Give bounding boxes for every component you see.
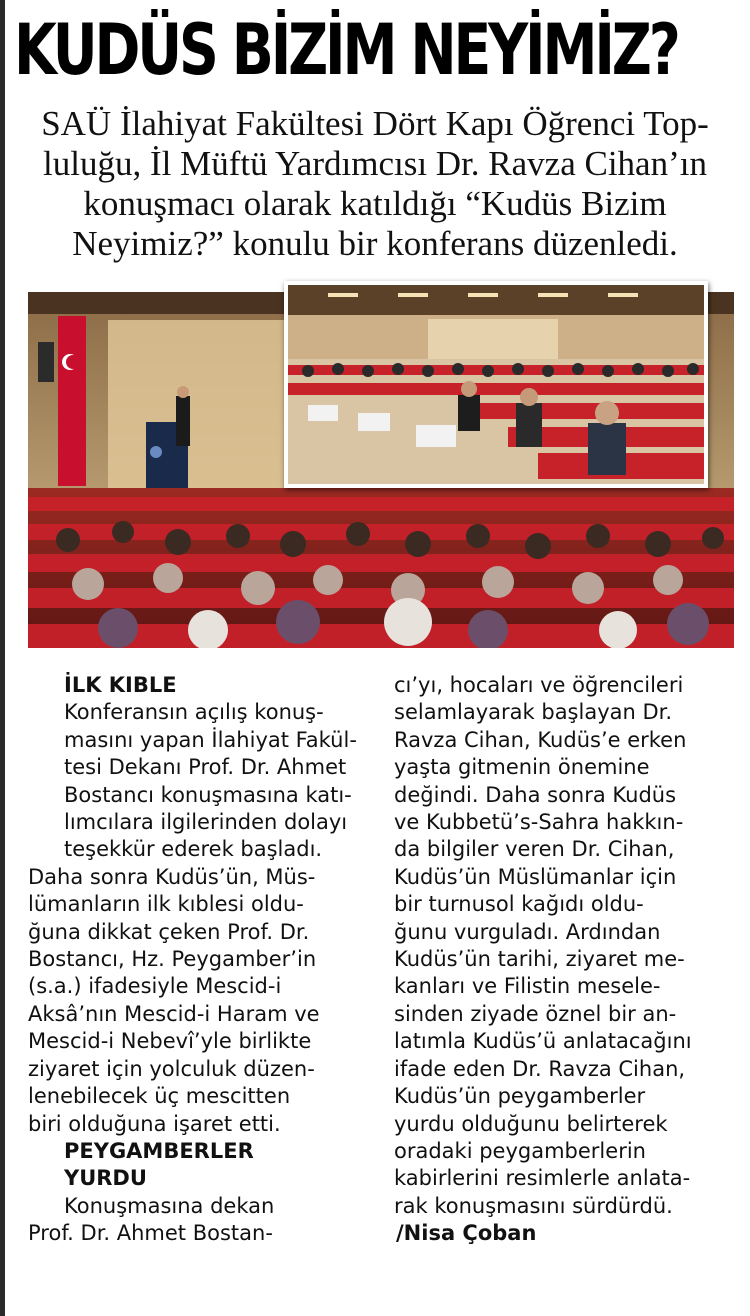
body-line: Konferansın açılış konuş- xyxy=(64,700,324,725)
body-line: Ravza Cihan, Kudüs’e erken xyxy=(394,727,687,752)
body-line: sinden ziyade öznel bir an- xyxy=(394,1001,677,1026)
inset-photo xyxy=(284,281,708,488)
body-line: bir turnusol kağıdı oldu- xyxy=(394,892,644,917)
deck-line: konuşmacı olarak katıldığı “Kudüs Bizim xyxy=(83,184,667,223)
body-column-left xyxy=(28,672,380,1248)
byline: /Nisa Çoban xyxy=(396,1221,537,1246)
body-line: oradaki peygamberlerin xyxy=(394,1138,646,1163)
body-line: lımcılara ilgilerinden dolayı xyxy=(64,810,348,835)
body-line: ğuna dikkat çeken Prof. Dr. xyxy=(28,919,310,944)
body-line: Konuşmasına dekan xyxy=(64,1193,275,1218)
deck-line: luluğu, İl Müftü Yardımcısı Dr. Ravza Cihan’ın xyxy=(43,144,707,183)
body-line: Bostancı, Hz. Peygamber’in xyxy=(28,947,317,972)
body-line: kabirlerini resimlerle anlata- xyxy=(394,1166,691,1191)
body-line: ifade eden Dr. Ravza Cihan, xyxy=(394,1056,686,1081)
body-line: ve Kubbetü’s-Sahra hakkın- xyxy=(394,810,684,835)
body-line: selamlayarak başlayan Dr. xyxy=(394,700,673,725)
body-line: kanları ve Filistin mesele- xyxy=(394,974,661,999)
body-line: cı’yı, hocaları ve öğrencileri xyxy=(394,673,684,697)
body-line: Prof. Dr. Ahmet Bostan- xyxy=(28,1221,273,1246)
deck-text xyxy=(12,104,738,264)
body-line: yaşta gitmenin önemine xyxy=(394,755,650,780)
body-line: Aksâ’nın Mescid-i Haram ve xyxy=(28,1001,320,1026)
body-line: Mescid-i Nebevî’yle birlikte xyxy=(28,1029,312,1054)
body-line: ğunu vurguladı. Ardından xyxy=(394,919,661,944)
body-line: Kudüs’ün peygamberler xyxy=(394,1084,646,1109)
body-line: yurdu olduğunu belirterek xyxy=(394,1111,668,1136)
body-line: rak konuşmasını sürdürdü. xyxy=(394,1193,673,1218)
body-line: ziyaret için yolculuk düzen- xyxy=(28,1056,315,1081)
body-line: PEYGAMBERLER xyxy=(64,1138,254,1163)
body-line: biri olduğuna işaret etti. xyxy=(28,1111,281,1136)
body-line: latımla Kudüs’ü anlatacağını xyxy=(394,1029,692,1054)
body-line: lümanların ilk kıblesi oldu- xyxy=(28,892,304,917)
body-line: Daha sonra Kudüs’ün, Müs- xyxy=(28,864,316,889)
body-line: Kudüs’ün Müslümanlar için xyxy=(394,864,677,889)
body-line: teşekkür ederek başladı. xyxy=(64,837,323,862)
body-column-right xyxy=(394,672,738,1248)
deck-line: SAÜ İlahiyat Fakültesi Dört Kapı Öğrenci Top- xyxy=(41,104,709,143)
page-edge-rule xyxy=(0,0,5,1316)
body-line: değindi. Daha sonra Kudüs xyxy=(394,782,677,807)
body-line: YURDU xyxy=(64,1166,147,1191)
body-line: lenebilecek üç mescitten xyxy=(28,1084,291,1109)
body-line: İLK KIBLE xyxy=(64,673,177,697)
body-line: Bostancı konuşmasına katı- xyxy=(64,782,352,807)
headline: KUDÜS BİZİM NEYİMİZ? xyxy=(14,9,678,91)
body-line: da bilgiler veren Dr. Cihan, xyxy=(394,837,675,862)
body-line: masını yapan İlahiyat Fakül- xyxy=(64,727,357,752)
deck-line: Neyimiz?” konulu bir konferans düzenledi. xyxy=(72,224,678,263)
body-line: tesi Dekanı Prof. Dr. Ahmet xyxy=(64,755,347,780)
body-line: Kudüs’ün tarihi, ziyaret me- xyxy=(394,947,685,972)
body-line: (s.a.) ifadesiyle Mescid-i xyxy=(28,974,282,999)
